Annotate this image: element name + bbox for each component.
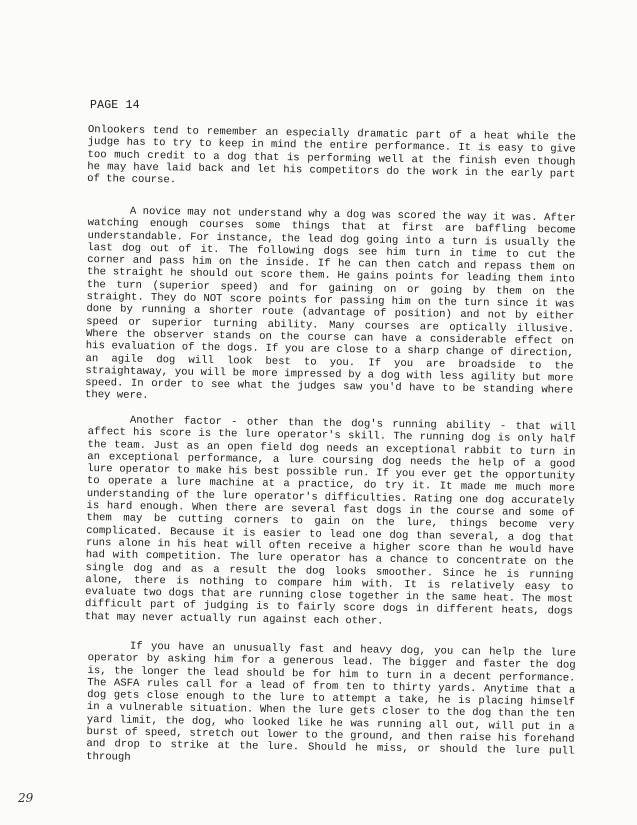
paragraph-text: If you have an unusually fast and heavy dog, you can help the lure operator by asking him for a generous lead. The bigger and faster the dog is, the longer the lead should be for him to turn in a decent performance. The ASFA rules call for a lead of from ten to thirty yards. Anytime that a dog gets close enough to the lure to attempt a take, he is placing himself in a vulnerable situation. When the lure gets closer to the dog than the ten yard limit, the dog, who looked like he was running all out, will put in a burst of speed, stretch out lower to the ground, and then raise his forehand and drop to strike at the lure. Should he miss, or should the lure pull through — [86, 640, 576, 764]
paragraph-text: Another factor - other than the dog's running ability - that will affect his score is the lure operator's skill. The running dog is only half the team. Just as an open field dog needs an exceptional rabbit to turn in an exceptional performance, a lure coursing dog needs the help of a good lure operator to make his best possible run. If you ever get the opportunity to operate a lure machine at a practice, do try it. It made me much more understanding of the lure operator's difficulties. Rating one dog accurately is hard enough. When there are several fast dogs in the course and some of them may be cutting corners to gain on the lure, things become very complicated. Because it is easier to lead one dog than several, a dog that runs alone in his heat will often receive a higher score than he would have had with competition. The lure operator has a chance to concentrate on the single dog and as a result the dog looks smoother. Since he is running alone, there is nothing to compare him with. It is relatively easy to evaluate two dogs that are running close together in the same heat. The most difficult part of judging is to fairly score dogs in different heats, dogs that may never actually run against each other. — [84, 414, 576, 628]
paragraph-lure-operator — [85, 414, 576, 631]
paragraph-indent — [88, 648, 130, 649]
paragraph-fast-dog — [86, 640, 576, 771]
page-number-header: PAGE 14 — [90, 99, 140, 112]
handwritten-page-number: 29 — [18, 791, 34, 805]
paragraph-text: Onlookers tend to remember an especially dramatic part of a heat while the judge has to try to keep in mind the entire performance. It is easy to give too much credit to a dog that is performing well at the finish even though he may have laid back and let his competitors do the work in the early part of the course. — [87, 124, 576, 187]
paragraph-onlookers — [87, 124, 576, 193]
paragraph-indent — [88, 422, 130, 423]
paragraph-indent — [88, 213, 130, 214]
paragraph-novice — [85, 205, 576, 409]
paragraph-text: A novice may not understand why a dog was scored the way it was. After watching enough courses some things that at first are baffling become understandable. For instance, the lead dog going into a turn is usually the last dog out of it. The following dogs see him turn in time to cut the corner and pass him on the inside. If he can then catch and repass them on the straight he should out score them. He gains points for leading them into the turn (superior speed) and for gaining on or going by them on the straight. They do NOT score points for passing him on the turn since it was done by running a shorter route (advantage of position) and not by either speed or superior turning ability. Many courses are optically illusive. Where the observer stands on the course can have a considerable effect on his evaluation of the dogs. If you are close to a sharp change of direction, an agile dog will look best to you. If you are broadside to the straightaway, you will be more impressed by a dog with less agility but more speed. In order to see what the judges saw you'd have to be standing where they were. — [84, 205, 576, 403]
